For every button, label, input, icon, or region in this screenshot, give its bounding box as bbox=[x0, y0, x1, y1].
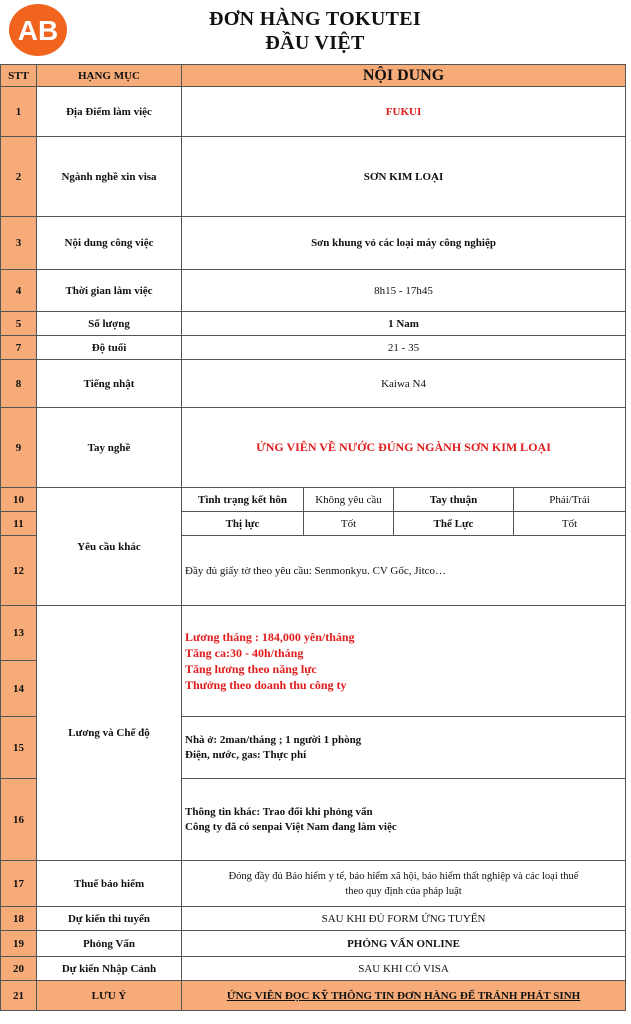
row-stt: 1 bbox=[1, 87, 37, 137]
note-value: ỨNG VIÊN ĐỌC KỸ THÔNG TIN ĐƠN HÀNG ĐỂ TRÁNH PHÁT SINH bbox=[182, 981, 626, 1011]
table-row bbox=[1, 217, 626, 270]
table-row bbox=[1, 137, 626, 217]
row-stt: 16 bbox=[1, 779, 37, 861]
row-stt: 14 bbox=[1, 661, 37, 717]
table-row bbox=[1, 907, 626, 931]
other-requirements-label: Yêu cầu khác bbox=[37, 488, 182, 606]
row-label: Dự kiến thi tuyển bbox=[37, 907, 182, 931]
row-stt: 17 bbox=[1, 861, 37, 907]
salary-line: Lương tháng : 184,000 yên/tháng bbox=[185, 630, 355, 644]
page-title: ĐƠN HÀNG TOKUTEI bbox=[209, 8, 421, 30]
salary-benefits-label: Lương và Chế độ bbox=[37, 606, 182, 861]
row-stt: 7 bbox=[1, 336, 37, 360]
row-stt: 4 bbox=[1, 270, 37, 312]
marital-status-label: Tình trạng kết hôn bbox=[182, 488, 304, 512]
page-subtitle: ĐẦU VIỆT bbox=[265, 32, 365, 54]
overtime-line: Tăng ca:30 - 40h/tháng bbox=[185, 646, 304, 660]
skill-value: ỨNG VIÊN VỀ NƯỚC ĐÚNG NGÀNH SƠN KIM LOẠI bbox=[182, 408, 626, 488]
table-row bbox=[1, 957, 626, 981]
row-label: Địa Điểm làm việc bbox=[37, 87, 182, 137]
row-label: Dự kiến Nhập Cảnh bbox=[37, 957, 182, 981]
japanese-level-value: Kaiwa N4 bbox=[182, 360, 626, 408]
row-label: Ngành nghề xin visa bbox=[37, 137, 182, 217]
senpai-line: Công ty đã có senpai Việt Nam đang làm việc bbox=[185, 820, 397, 833]
visa-field-value: SƠN KIM LOẠI bbox=[182, 137, 626, 217]
marital-status-value: Không yêu cầu bbox=[304, 488, 394, 512]
table-row bbox=[1, 408, 626, 488]
table-row bbox=[1, 87, 626, 137]
table-row bbox=[1, 981, 626, 1011]
row-label: Số lượng bbox=[37, 312, 182, 336]
row-stt: 5 bbox=[1, 312, 37, 336]
entry-schedule-value: SAU KHI CÓ VISA bbox=[182, 957, 626, 981]
interview-info-line: Thông tin khác: Trao đổi khi phỏng vấn bbox=[185, 805, 373, 818]
table-row bbox=[1, 270, 626, 312]
row-stt: 11 bbox=[1, 512, 37, 536]
table-row bbox=[1, 488, 626, 512]
documents-value: Đầy đủ giấy tờ theo yêu cầu: Senmonkyu. CV Gốc, Jitco… bbox=[182, 536, 626, 606]
table-header bbox=[1, 65, 626, 87]
header-content: NỘI DUNG bbox=[182, 65, 626, 87]
insurance-details bbox=[182, 861, 626, 907]
table-row bbox=[1, 931, 626, 957]
row-label: Nội dung công việc bbox=[37, 217, 182, 270]
salary-details bbox=[182, 606, 626, 717]
header-category: HẠNG MỤC bbox=[37, 65, 182, 87]
row-stt: 19 bbox=[1, 931, 37, 957]
row-stt: 15 bbox=[1, 717, 37, 779]
handedness-label: Tay thuận bbox=[394, 488, 514, 512]
table-row bbox=[1, 861, 626, 907]
row-stt: 21 bbox=[1, 981, 37, 1011]
quantity-value: 1 Nam bbox=[182, 312, 626, 336]
bonus-line: Thưởng theo doanh thu công ty bbox=[185, 678, 347, 692]
working-hours-value: 8h15 - 17h45 bbox=[182, 270, 626, 312]
row-stt: 9 bbox=[1, 408, 37, 488]
eyesight-value: Tốt bbox=[304, 512, 394, 536]
row-stt: 3 bbox=[1, 217, 37, 270]
age-value: 21 - 35 bbox=[182, 336, 626, 360]
row-stt: 13 bbox=[1, 606, 37, 661]
note-label: LƯU Ý bbox=[37, 981, 182, 1011]
row-label: Tay nghề bbox=[37, 408, 182, 488]
row-label: Phỏng Vấn bbox=[37, 931, 182, 957]
housing-details bbox=[182, 717, 626, 779]
row-stt: 8 bbox=[1, 360, 37, 408]
row-label: Tiếng nhật bbox=[37, 360, 182, 408]
eyesight-label: Thị lực bbox=[182, 512, 304, 536]
work-location-value: FUKUI bbox=[182, 87, 626, 137]
row-label: Thuế bảo hiểm bbox=[37, 861, 182, 907]
row-label: Thời gian làm việc bbox=[37, 270, 182, 312]
order-table bbox=[0, 64, 626, 1011]
raise-line: Tăng lương theo năng lực bbox=[185, 662, 317, 676]
insurance-line-2: theo quy định của pháp luật bbox=[345, 885, 462, 897]
table-row bbox=[1, 360, 626, 408]
row-stt: 20 bbox=[1, 957, 37, 981]
physical-label: Thể Lực bbox=[394, 512, 514, 536]
row-stt: 18 bbox=[1, 907, 37, 931]
logo-text: AB bbox=[17, 15, 59, 46]
exam-schedule-value: SAU KHI ĐỦ FORM ỨNG TUYỂN bbox=[182, 907, 626, 931]
row-label: Độ tuổi bbox=[37, 336, 182, 360]
interview-value: PHỎNG VẤN ONLINE bbox=[182, 931, 626, 957]
other-info-details bbox=[182, 779, 626, 861]
company-logo bbox=[6, 2, 70, 58]
handedness-value: Phải/Trái bbox=[514, 488, 626, 512]
table-row bbox=[1, 606, 626, 661]
insurance-line: Đóng đầy đủ Bảo hiểm y tế, bảo hiểm xã hội, bảo hiểm thất nghiệp và các loại thuế bbox=[228, 870, 579, 882]
utilities-line: Điện, nước, gas: Thực phí bbox=[185, 748, 307, 761]
housing-line: Nhà ở: 2man/tháng ; 1 người 1 phòng bbox=[185, 733, 362, 746]
table-row bbox=[1, 336, 626, 360]
table-row bbox=[1, 312, 626, 336]
header-stt: STT bbox=[1, 65, 37, 87]
row-stt: 12 bbox=[1, 536, 37, 606]
row-stt: 2 bbox=[1, 137, 37, 217]
physical-value: Tốt bbox=[514, 512, 626, 536]
job-description-value: Sơn khung vỏ các loại máy công nghiệp bbox=[182, 217, 626, 270]
row-stt: 10 bbox=[1, 488, 37, 512]
